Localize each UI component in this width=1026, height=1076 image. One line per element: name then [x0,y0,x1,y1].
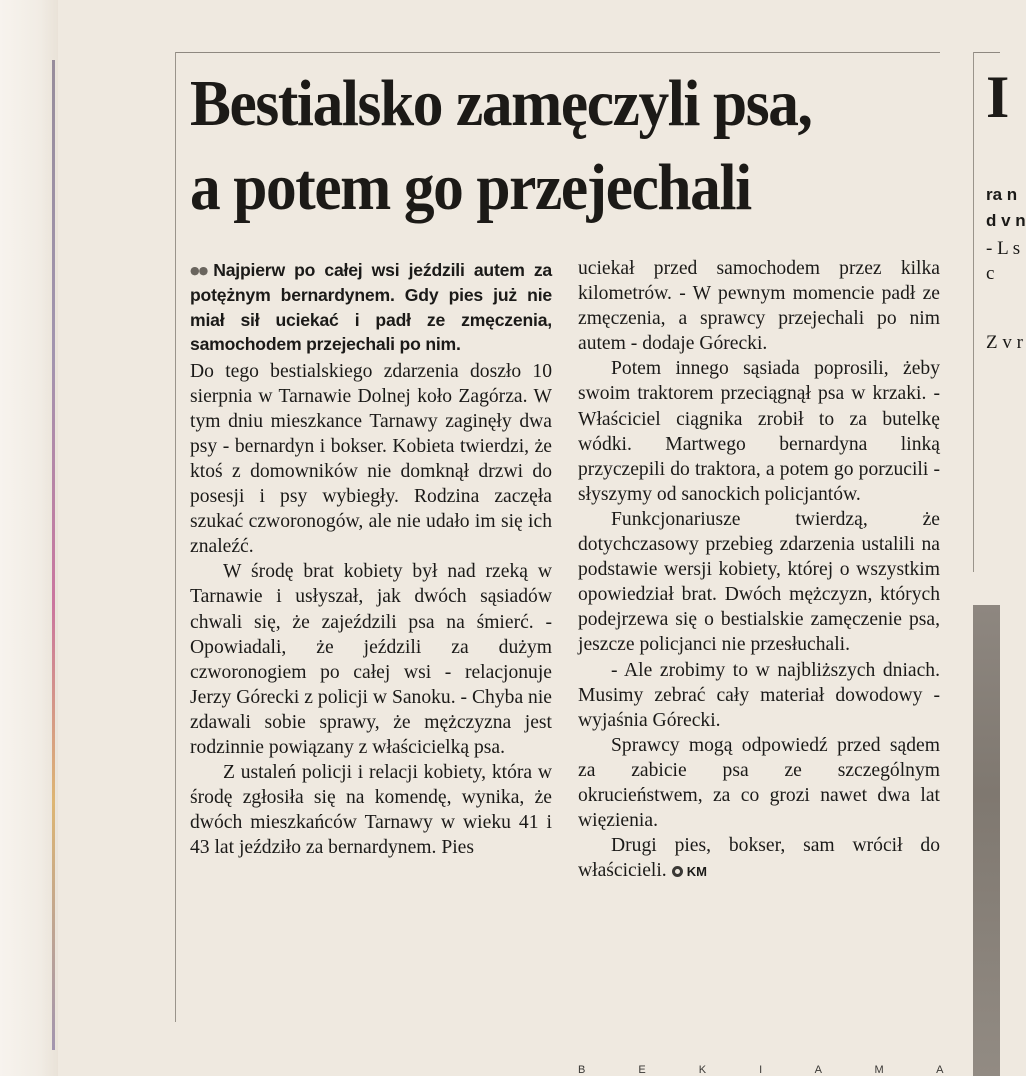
paragraph-6: - Ale zrobimy to w najbliższych dniach. Musimy zebrać cały materiał dowodowy - wyjaśnia Górecki. [578,659,940,731]
paragraph-7: Sprawcy mogą odpowiedź przed sądem za zabicie psa ze szczególnym okrucieństwem, za co grozi nawet dwa lat więzienia. [578,734,940,832]
adjacent-body: - L s c [986,238,1021,284]
headline-line-2: a potem go przejechali [190,151,751,224]
end-mark-icon [672,866,683,877]
binding-fold [52,60,55,1050]
adjacent-headline: I [986,64,1010,130]
lead-text: Najpierw po całej wsi jeździli autem za potężnym bernardynem. Gdy pies już nie miał sił uciekać i padł ze zmęczenia, samochodem przejechali po nim. [190,260,552,355]
paragraph-2: W środę brat kobiety był nad rzeką w Tarnawie i usłyszał, jak dwóch sąsiadów chwali się, że zajeździli psa na śmierć. - Opowiadali, że jeździli za dużym czworonogiem po całej wsi - relacjonuje Jerzy Górecki z policji w Sanoku. - Chyba nie zdawali sobie sprawy, że mężczyzna jest rodzinnie powiązany z właścicielką psa. [190,561,552,759]
footer-strip: B E K I A M A [578,1064,969,1076]
adjacent-lead: ra n d v n [986,185,1026,230]
adjacent-body-2: Z v r [986,332,1023,353]
top-rule-right [973,52,1000,53]
closing-sentence: Drugi pies, bokser, sam wrócił do właścicieli. [578,835,940,882]
adjacent-photo [973,605,1000,1076]
byline: KM [686,864,707,880]
article-column-2 [578,256,940,884]
column-rule-left [175,52,176,1022]
paragraph-4: Potem innego sąsiada poprosili, żeby swoim traktorem przeciągnął psa w krzaki. - Właściciel ciągnika zrobił to za butelkę wódki. Martwego bernardyna linką przyczepili do traktora, a potem go porzucili - słyszymy od sanockich policjantów. [578,358,940,505]
paragraph-3-continued: uciekał przed samochodem przez kilka kilometrów. - W pewnym momencie padł ze zmęczenia, a sprawcy przejechali po nim autem - dodaje Górecki. [578,258,940,355]
article-headline [190,62,897,230]
headline-line-1: Bestialsko zamęczyli psa, [190,67,812,140]
lead-bullet-icon: ●● [190,264,208,277]
article-lead [190,258,552,357]
paragraph-3: Z ustaleń policji i relacji kobiety, która w środę zgłosiła się na komendę, wynika, że dwóch mieszkańców Tarnawy w wieku 41 i 43 lat jeździło za bernardynem. Pies [190,762,552,859]
paper-margin [0,0,58,1076]
paragraph-1: Do tego bestialskiego zdarzenia doszło 10 sierpnia w Tarnawie Dolnej koło Zagórza. W tym dniu mieszkance Tarnawy zaginęły dwa psy - bernardyn i bokser. Kobieta twierdzi, że ktoś z domowników nie domknął drzwi do posesji i psy wybiegły. Rodzina zaczęła szukać czworonogów, ale nie udało im się ich znaleźć. [190,360,552,558]
top-rule [175,52,940,53]
paragraph-5: Funkcjonariusze twierdzą, że dotychczasowy przebieg zdarzenia ustalili na podstawie wersji kobiety, której o wszystkim opowiedział brat. Dwóch mężczyzn, których podejrzewa się o bestialskie zamęczenie psa, jeszcze policjanci nie przesłuchali. [578,508,940,656]
article-column-1 [190,258,552,861]
column-rule-right [973,52,974,572]
adjacent-article [986,62,1026,355]
paragraph-8 [578,833,940,884]
